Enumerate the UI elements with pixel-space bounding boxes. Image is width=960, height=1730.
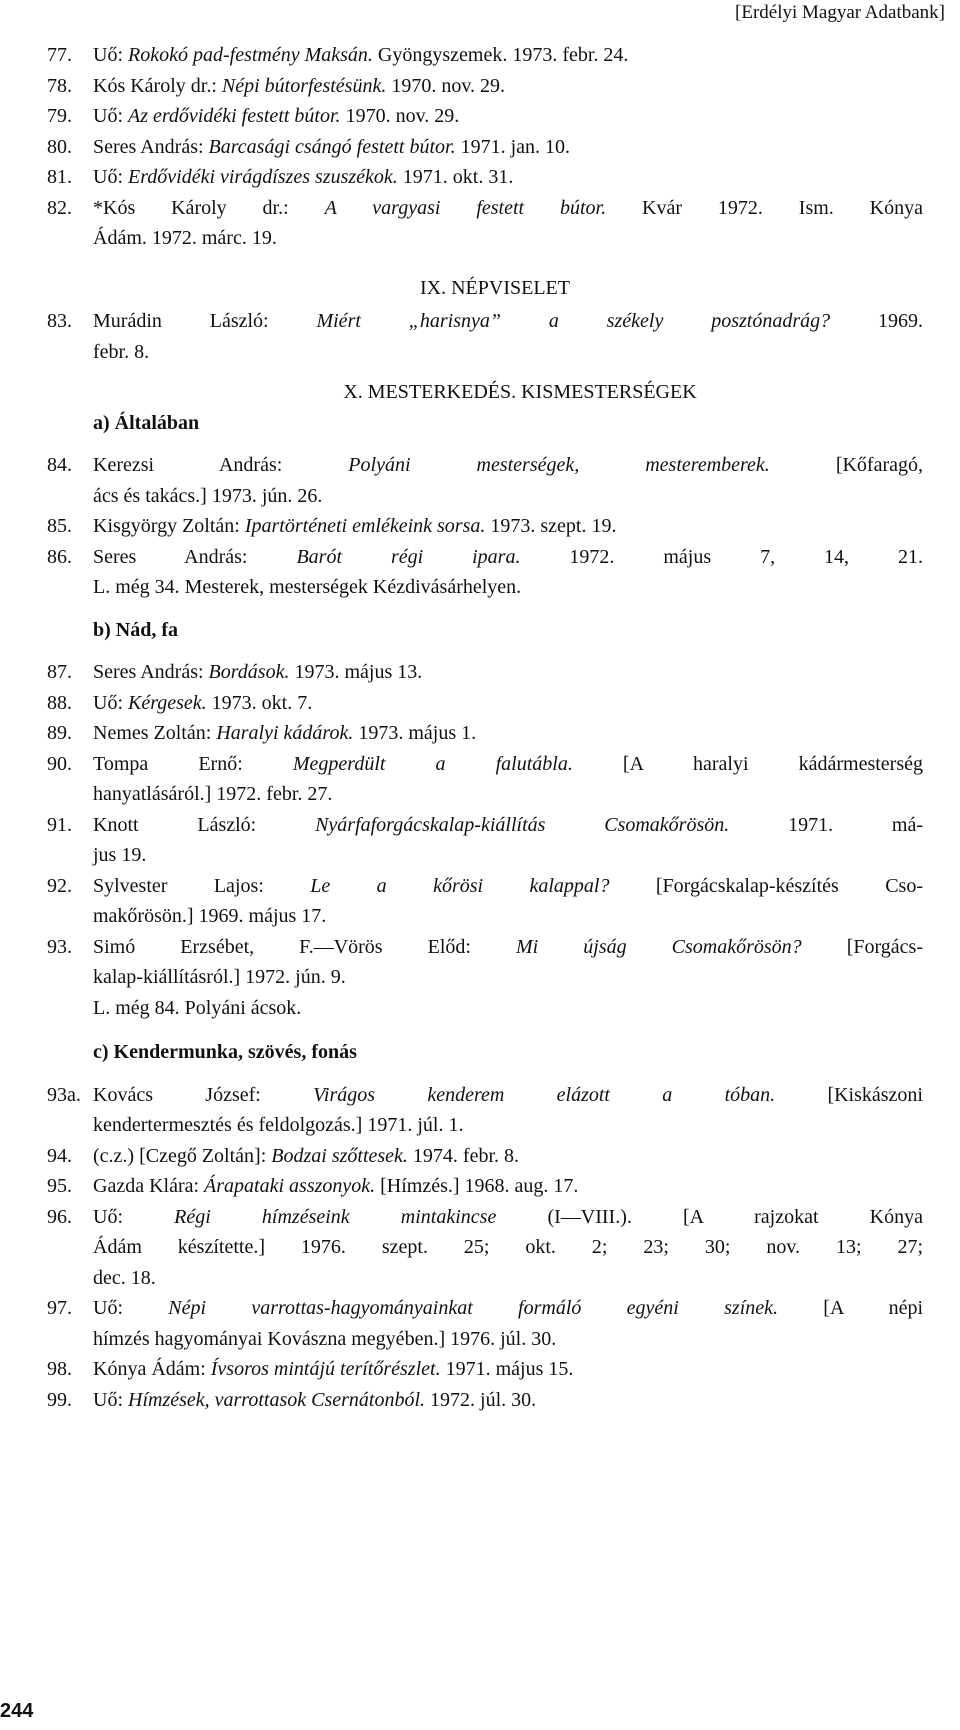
entry-83-continuation: febr. 8. <box>93 340 150 363</box>
section-heading-x: X. MESTERKEDÉS. KISMESTERSÉGEK <box>343 381 697 403</box>
entry-77: 77. Uő: Rokokó pad-festmény Maksán. Gyöngyszemek. 1973. febr. 24. <box>47 44 629 66</box>
subsection-heading-a: a) Általában <box>93 411 200 434</box>
entry-96-continuation-2: dec. 18. <box>93 1266 156 1289</box>
entry-95: 95. Gazda Klára: Árapataki asszonyok. [Hímzés.] 1968. aug. 17. <box>47 1175 579 1197</box>
bibliography <box>47 40 923 1415</box>
entry-84: 84. Kerezsi András: Polyáni mesterségek, mesteremberek. [Kőfaragó, <box>47 454 923 476</box>
entry-81: 81. Uő: Erdővidéki virágdíszes szuszékok. 1971. okt. 31. <box>47 166 514 188</box>
entry-93a-continuation: kendertermesztés és feldolgozás.] 1971. júl. 1. <box>93 1114 464 1136</box>
entry-93-continuation: kalap-kiállításról.] 1972. jún. 9. <box>93 966 346 988</box>
entry-97-continuation: hímzés hagyományai Kovászna megyében.] 1976. júl. 30. <box>93 1327 557 1350</box>
subsection-heading-c: c) Kendermunka, szövés, fonás <box>93 1041 357 1063</box>
section-heading-ix: IX. NÉPVISELET <box>420 276 570 299</box>
entry-96-continuation: Ádám készítette.] 1976. szept. 25; okt. 2; 23; 30; nov. 13; 27; <box>93 1236 923 1258</box>
entry-97: 97. Uő: Népi varrottas-hagyományainkat formáló egyéni színek. [A népi <box>47 1297 924 1319</box>
entry-86: 86. Seres András: Barót régi ipara. 1972. május 7, 14, 21. <box>47 545 923 568</box>
entry-78: 78. Kós Károly dr.: Népi bútorfestésünk. 1970. nov. 29. <box>47 74 506 97</box>
page-header: [Erdélyi Magyar Adatbank] <box>735 2 945 23</box>
entry-79: 79. Uő: Az erdővidéki festett bútor. 1970. nov. 29. <box>47 105 460 127</box>
entry-90: 90. Tompa Ernő: Megperdült a falutábla. [A haralyi kádármesterség <box>47 752 923 775</box>
entry-93: 93. Simó Erzsébet, F.—Vörös Előd: Mi újság Csomakőrösön? [Forgács- <box>47 935 923 958</box>
entry-91: 91. Knott László: Nyárfaforgácskalap-kiállítás Csomakőrösön. 1971. má- <box>47 813 923 836</box>
entry-92-continuation: makőrösön.] 1969. május 17. <box>93 905 327 927</box>
entry-89: 89. Nemes Zoltán: Haralyi kádárok. 1973. május 1. <box>47 722 477 744</box>
entry-80: 80. Seres András: Barcasági csángó festett bútor. 1971. jan. 10. <box>47 135 571 158</box>
entry-96: 96. Uő: Régi hímzéseink mintakincse (I—VIII.). [A rajzokat Kónya <box>47 1205 923 1228</box>
entry-99: 99. Uő: Hímzések, varrottasok Csernátonból. 1972. júl. 30. <box>47 1388 537 1411</box>
entry-83: 83. Murádin László: Miért „harisnya” a székely posztónadrág? 1969. <box>47 310 924 332</box>
entry-92: 92. Sylvester Lajos: Le a kőrösi kalappal? [Forgácskalap-készítés Cso- <box>47 874 923 897</box>
entry-93-see-also: L. még 84. Polyáni ácsok. <box>93 996 302 1019</box>
entry-87: 87. Seres András: Bordások. 1973. május 13. <box>47 661 423 683</box>
entry-91-continuation: jus 19. <box>93 844 147 866</box>
entry-94: 94. (c.z.) [Czegő Zoltán]: Bodzai szőttesek. 1974. febr. 8. <box>47 1144 520 1167</box>
entry-90-continuation: hanyatlásáról.] 1972. febr. 27. <box>93 783 333 805</box>
subsection-heading-b: b) Nád, fa <box>93 618 179 641</box>
entry-82-continuation: Ádám. 1972. márc. 19. <box>93 227 277 249</box>
entry-88: 88. Uő: Kérgesek. 1973. okt. 7. <box>47 691 313 714</box>
page-number: 244 <box>0 1700 34 1722</box>
entry-85: 85. Kisgyörgy Zoltán: Ipartörténeti emlékeink sorsa. 1973. szept. 19. <box>47 515 617 537</box>
entry-84-continuation: ács és takács.] 1973. jún. 26. <box>93 484 323 507</box>
entry-93a: 93a. Kovács József: Virágos kenderem elázott a tóban. [Kiskászoni <box>47 1083 923 1106</box>
entry-98: 98. Kónya Ádám: Ívsoros mintájú terítőrészlet. 1971. május 15. <box>47 1358 574 1380</box>
entry-82: 82. *Kós Károly dr.: A vargyasi festett bútor. Kvár 1972. Ism. Kónya <box>47 196 923 219</box>
entry-86-continuation: L. még 34. Mesterek, mesterségek Kézdivásárhelyen. <box>93 576 522 598</box>
